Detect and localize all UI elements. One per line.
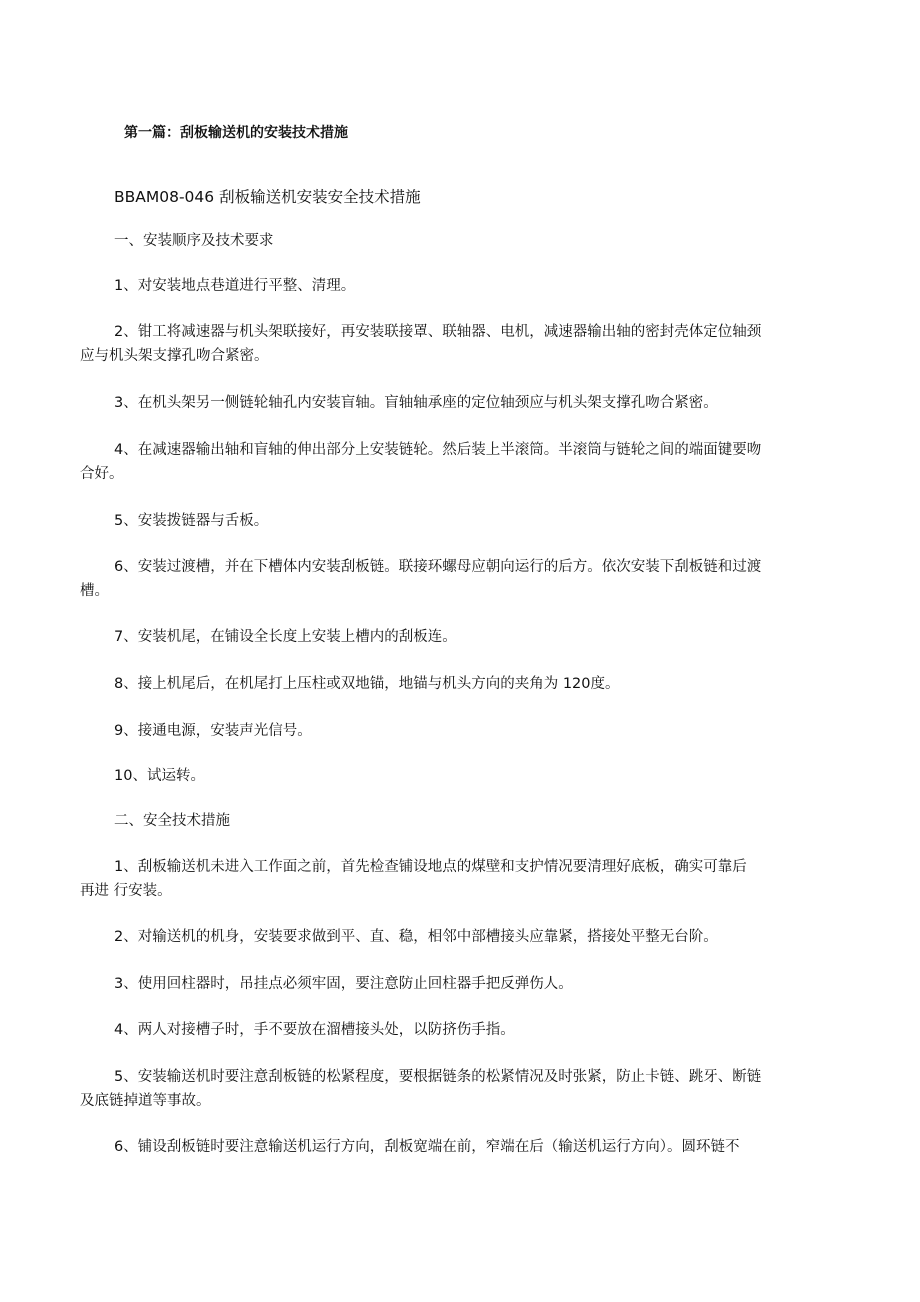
- paragraph: [80, 509, 850, 533]
- paragraph-line: 3、在机头架另一侧链轮轴孔内安装盲轴。盲轴轴承座的定位轴颈应与机头架支撑孔吻合紧密。: [114, 395, 718, 411]
- paragraph: [80, 925, 850, 949]
- paragraph: [80, 764, 850, 788]
- paragraph: [80, 719, 850, 743]
- paragraph-line: 应与机头架支撑孔吻合紧密。: [80, 348, 269, 364]
- paragraph-line: 3、使用回柱器时，吊挂点必须牢固，要注意防止回柱器手把反弹伤人。: [114, 976, 573, 992]
- paragraph-line: 10、试运转。: [114, 768, 205, 784]
- paragraph-line: 8、接上机尾后，在机尾打上压柱或双地锚，地锚与机头方向的夹角为 120度。: [114, 676, 620, 692]
- paragraph-line: 6、铺设刮板链时要注意输送机运行方向，刮板宽端在前，窄端在后（输送机运行方向）。圆环链不: [114, 1139, 740, 1155]
- paragraph-line: 7、安装机尾，在铺设全长度上安装上槽内的刮板连。: [114, 629, 457, 645]
- paragraph-line: 6、安装过渡槽，并在下槽体内安装刮板链。联接环螺母应朝向运行的后方。依次安装下刮板链和过渡: [114, 559, 762, 575]
- paragraph-line: 2、钳工将减速器与机头架联接好，再安装联接罩、联轴器、电机，减速器输出轴的密封壳体定位轴颈: [114, 324, 762, 340]
- paragraph-line: 及底链掉道等事故。: [80, 1093, 211, 1109]
- paragraph: [80, 855, 850, 903]
- document-subtitle: BBAM08-046 刮板输送机安装安全技术措施: [114, 188, 421, 206]
- paragraph: [80, 274, 850, 298]
- document-title: 第一篇：刮板输送机的安装技术措施: [124, 125, 348, 141]
- paragraph: [80, 809, 850, 833]
- paragraph: [80, 1065, 850, 1113]
- paragraph-line: 合好。: [80, 466, 124, 482]
- paragraph: [80, 320, 850, 368]
- paragraph-line: 二、安全技术措施: [114, 813, 230, 829]
- paragraph-line: 4、在减速器输出轴和盲轴的伸出部分上安装链轮。然后装上半滚筒。半滚筒与链轮之间的端面键要吻: [114, 442, 762, 458]
- paragraph-line: 再进 行安装。: [80, 883, 172, 899]
- paragraph: [80, 391, 850, 415]
- paragraph-line: 5、安装输送机时要注意刮板链的松紧程度，要根据链条的松紧情况及时张紧，防止卡链、跳牙、断链: [114, 1069, 762, 1085]
- paragraph: [80, 1018, 850, 1042]
- paragraph: [80, 438, 850, 486]
- paragraph-line: 1、对安装地点巷道进行平整、清理。: [114, 278, 356, 294]
- paragraph-line: 一、安装顺序及技术要求: [114, 233, 274, 249]
- paragraph-line: 槽。: [80, 583, 109, 599]
- paragraph: [80, 972, 850, 996]
- paragraph-line: 4、两人对接槽子时，手不要放在溜槽接头处，以防挤伤手指。: [114, 1022, 515, 1038]
- paragraph-line: 5、安装拨链器与舌板。: [114, 513, 269, 529]
- paragraph-line: 2、对输送机的机身，安装要求做到平、直、稳，相邻中部槽接头应靠紧，搭接处平整无台阶。: [114, 929, 718, 945]
- paragraph-line: 9、接通电源，安装声光信号。: [114, 723, 312, 739]
- paragraph: [80, 229, 850, 253]
- paragraph: [80, 625, 850, 649]
- paragraph: [80, 555, 850, 603]
- paragraph: [80, 672, 850, 696]
- paragraph-line: 1、刮板输送机未进入工作面之前，首先检查铺设地点的煤壁和支护情况要清理好底板，确实可靠后: [114, 859, 747, 875]
- paragraph: [80, 1135, 850, 1159]
